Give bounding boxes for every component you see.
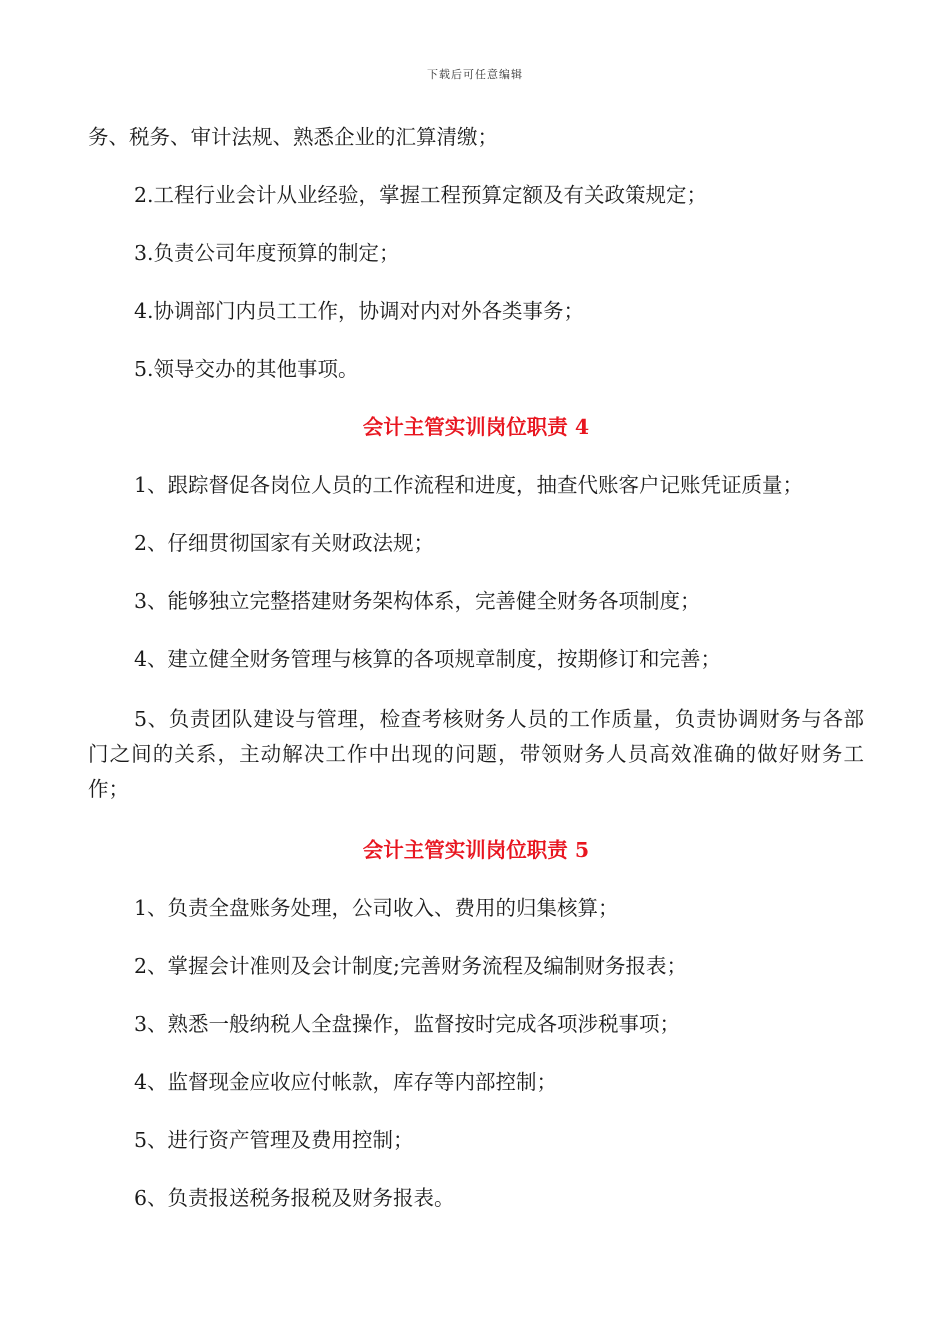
list-item: 1、跟踪督促各岗位人员的工作流程和进度，抽查代账客户记账凭证质量；: [134, 473, 804, 497]
list-item: 6、负责报送税务报税及财务报表。: [134, 1186, 455, 1210]
section-heading-4: 会计主管实训岗位职责 4: [362, 415, 590, 439]
list-item: 5、负责团队建设与管理，检查考核财务人员的工作质量，负责协调财务与各部门之间的关系，主动解决工作中出现的问题，带领财务人员高效准确的做好财务工作；: [88, 707, 864, 801]
list-item: 4、建立健全财务管理与核算的各项规章制度，按期修订和完善；: [134, 647, 722, 671]
list-item: 1、负责全盘账务处理，公司收入、费用的归集核算；: [134, 896, 619, 920]
body-line: 4.协调部门内员工工作，协调对内对外各类事务；: [134, 299, 585, 323]
body-line: 5.领导交办的其他事项。: [134, 357, 359, 381]
header-note: 下载后可任意编辑: [427, 68, 523, 81]
body-line: 3.负责公司年度预算的制定；: [134, 241, 400, 265]
list-item: 2、仔细贯彻国家有关财政法规；: [134, 531, 435, 555]
body-line: 2.工程行业会计从业经验，掌握工程预算定额及有关政策规定；: [134, 183, 708, 207]
document-body: [88, 122, 864, 1213]
section-heading-5: 会计主管实训岗位职责 5: [362, 838, 590, 862]
list-item: 3、能够独立完整搭建财务架构体系，完善健全财务各项制度；: [134, 589, 701, 613]
list-item: 2、掌握会计准则及会计制度;完善财务流程及编制财务报表；: [134, 954, 687, 978]
list-item: 5、进行资产管理及费用控制；: [134, 1128, 414, 1152]
list-item: 3、熟悉一般纳税人全盘操作，监督按时完成各项涉税事项；: [134, 1012, 681, 1036]
list-item: 4、监督现金应收应付帐款，库存等内部控制；: [134, 1070, 558, 1094]
body-line: 务、税务、审计法规、熟悉企业的汇算清缴；: [88, 125, 498, 149]
